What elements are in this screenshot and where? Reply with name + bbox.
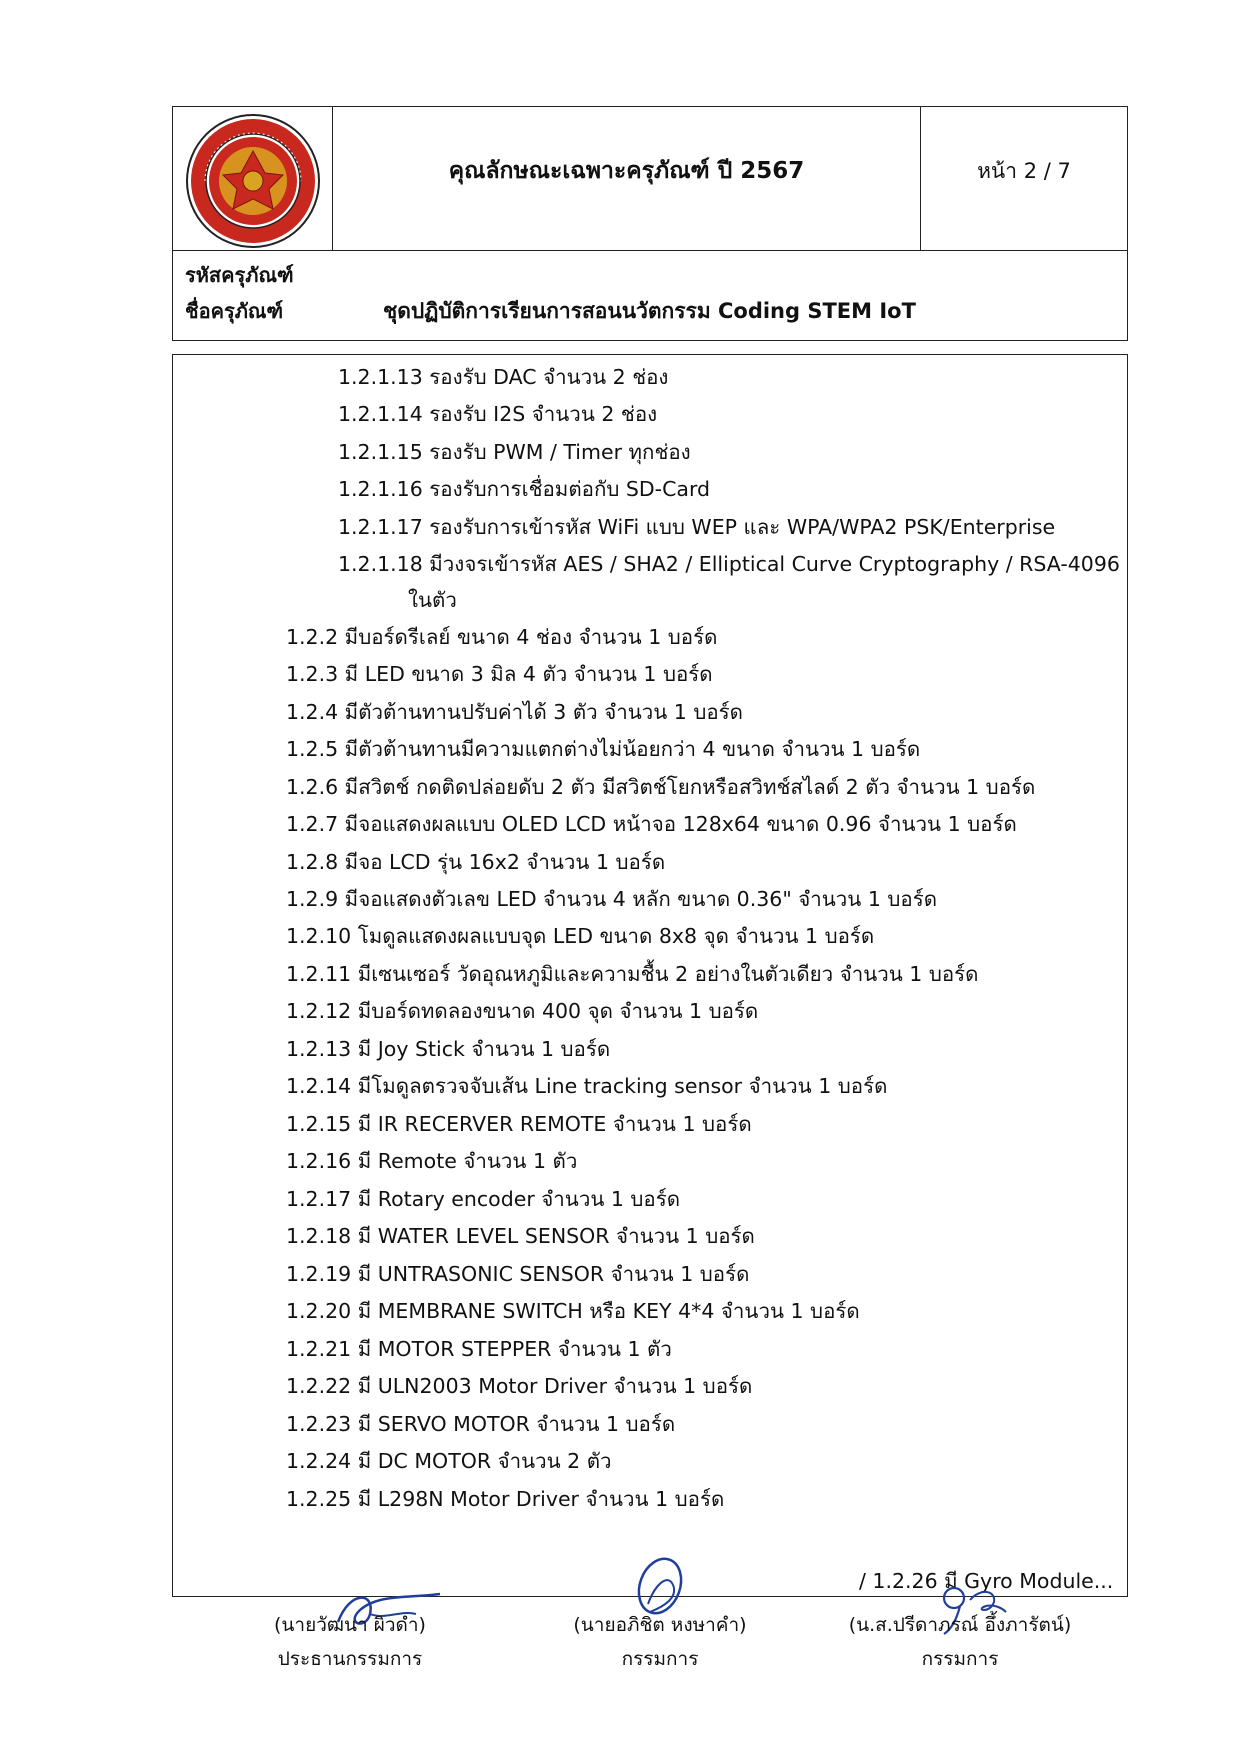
list-item: 1.2.21 มี MOTOR STEPPER จำนวน 1 ตัว: [286, 1337, 672, 1361]
list-item: 1.2.18 มี WATER LEVEL SENSOR จำนวน 1 บอร์ด: [286, 1224, 755, 1248]
info-box: [172, 251, 1128, 341]
list-item: 1.2.3 มี LED ขนาด 3 มิล 4 ตัว จำนวน 1 บอร์ด: [286, 662, 713, 686]
logo-cell: [173, 107, 333, 250]
list-item: 1.2.1.16 รองรับการเชื่อมต่อกับ SD-Card: [338, 477, 711, 501]
list-item: 1.2.15 มี IR RECERVER REMOTE จำนวน 1 บอร์ด: [286, 1112, 752, 1136]
title-cell: [333, 107, 921, 250]
list-item: 1.2.10 โมดูลแสดงผลแบบจุด LED ขนาด 8x8 จุด จำนวน 1 บอร์ด: [286, 924, 875, 948]
document-title: คุณลักษณะเฉพาะครุภัณฑ์ ปี 2567: [448, 158, 805, 184]
signer-role: กรรมการ: [621, 1648, 699, 1670]
list-item-continuation: ในตัว: [408, 588, 457, 612]
signer-role: ประธานกรรมการ: [277, 1648, 423, 1670]
signature-block-member-2: [810, 1612, 1110, 1672]
list-item: 1.2.12 มีบอร์ดทดลองขนาด 400 จุด จำนวน 1 บอร์ด: [286, 999, 759, 1023]
spec-content-box: [172, 354, 1128, 1597]
list-item: 1.2.8 มีจอ LCD รุ่น 16x2 จำนวน 1 บอร์ด: [286, 850, 666, 874]
signer-name: (น.ส.ปรีดาภรณ์ อึ้งภารัตน์): [848, 1614, 1072, 1636]
list-item: 1.2.16 มี Remote จำนวน 1 ตัว: [286, 1149, 578, 1173]
equipment-code-label: รหัสครุภัณฑ์: [185, 263, 294, 287]
signature-block-member-1: [510, 1612, 810, 1672]
list-item: 1.2.11 มีเซนเซอร์ วัดอุณหภูมิและความชื้น 2 อย่างในตัวเดียว จำนวน 1 บอร์ด: [286, 962, 979, 986]
equipment-name-value: ชุดปฏิบัติการเรียนการสอนนวัตกรรม Coding STEM IoT: [383, 299, 916, 323]
page-number: หน้า 2 / 7: [977, 159, 1071, 183]
list-item: 1.2.23 มี SERVO MOTOR จำนวน 1 บอร์ด: [286, 1412, 676, 1436]
list-item: 1.2.9 มีจอแสดงตัวเลข LED จำนวน 4 หลัก ขนาด 0.36" จำนวน 1 บอร์ด: [286, 887, 938, 911]
signer-name: (นายอภิชิต หงษาคำ): [573, 1614, 747, 1636]
continued-on-next-page: / 1.2.26 มี Gyro Module...: [859, 1569, 1114, 1593]
list-item: 1.2.6 มีสวิตช์ กดติดปล่อยดับ 2 ตัว มีสวิตช์โยกหรือสวิทช์สไลด์ 2 ตัว จำนวน 1 บอร์ด: [286, 775, 1036, 799]
list-item: 1.2.20 มี MEMBRANE SWITCH หรือ KEY 4*4 จำนวน 1 บอร์ด: [286, 1299, 860, 1323]
equipment-name-label: ชื่อครุภัณฑ์: [185, 299, 284, 323]
list-item: 1.2.1.18 มีวงจรเข้ารหัส AES / SHA2 / Elliptical Curve Cryptography / RSA-4096: [338, 552, 1120, 576]
list-item: 1.2.25 มี L298N Motor Driver จำนวน 1 บอร์ด: [286, 1487, 725, 1511]
list-item: 1.2.13 มี Joy Stick จำนวน 1 บอร์ด: [286, 1037, 611, 1061]
list-item: 1.2.1.14 รองรับ I2S จำนวน 2 ช่อง: [338, 402, 658, 426]
page-number-cell: [921, 107, 1127, 250]
list-item: 1.2.22 มี ULN2003 Motor Driver จำนวน 1 บอร์ด: [286, 1374, 753, 1398]
vocational-education-seal-icon: [185, 113, 321, 249]
list-item: 1.2.2 มีบอร์ดรีเลย์ ขนาด 4 ช่อง จำนวน 1 บอร์ด: [286, 625, 718, 649]
list-item: 1.2.24 มี DC MOTOR จำนวน 2 ตัว: [286, 1449, 612, 1473]
list-item: 1.2.1.15 รองรับ PWM / Timer ทุกช่อง: [338, 440, 691, 464]
list-item: 1.2.19 มี UNTRASONIC SENSOR จำนวน 1 บอร์ด: [286, 1262, 750, 1286]
signature-block-chairman: [200, 1612, 500, 1672]
signer-role: กรรมการ: [921, 1648, 999, 1670]
signer-name: (นายวัฒนา ผิวดำ): [274, 1614, 426, 1636]
list-item: 1.2.7 มีจอแสดงผลแบบ OLED LCD หน้าจอ 128x64 ขนาด 0.96 จำนวน 1 บอร์ด: [286, 812, 1017, 836]
list-item: 1.2.14 มีโมดูลตรวจจับเส้น Line tracking sensor จำนวน 1 บอร์ด: [286, 1074, 888, 1098]
list-item: 1.2.4 มีตัวต้านทานปรับค่าได้ 3 ตัว จำนวน 1 บอร์ด: [286, 700, 743, 724]
list-item: 1.2.5 มีตัวต้านทานมีความแตกต่างไม่น้อยกว่า 4 ขนาด จำนวน 1 บอร์ด: [286, 737, 921, 761]
list-item: 1.2.1.13 รองรับ DAC จำนวน 2 ช่อง: [338, 365, 669, 389]
list-item: 1.2.1.17 รองรับการเข้ารหัส WiFi แบบ WEP และ WPA/WPA2 PSK/Enterprise: [338, 515, 1056, 539]
header-box: [172, 106, 1128, 251]
list-item: 1.2.17 มี Rotary encoder จำนวน 1 บอร์ด: [286, 1187, 681, 1211]
